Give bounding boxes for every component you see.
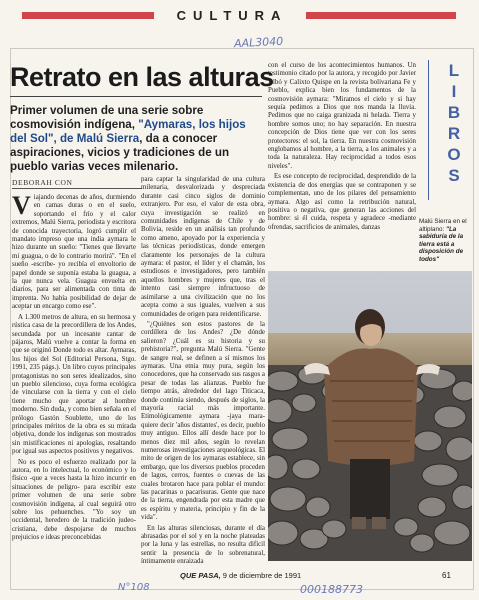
page-number: 61: [442, 571, 451, 580]
paragraph: Es ese concepto de reciprocidad, desprendido de la existencia de dos energías que se contraponen y se complementan, uno de los pilares del pensamiento aymara. Algo así como la retribución natural, positiva o negativa, que generan las acciones del hombre: si él cuida, respeta y agradece -mediante ofrendas, sacrificios de animales, danzas: [268, 173, 416, 231]
libros-letter: I: [451, 82, 457, 101]
lead-book-title: "Aymaras, los hijos del Sol": [10, 118, 246, 145]
publication-date: 9 de diciembre de 1991: [222, 571, 302, 580]
handwritten-number-left: N°108: [118, 582, 150, 593]
paragraph: "¿Quiénes son estos pastores de la cordillera de los Andes? ¿De dónde salieron? ¿Cuál es su historia y su prehistoria?", pregunta Malú Sierra. "Gente de sangre real, se definen a sí mismos los aymaras. Una etnia muy pura, según los conocedores, que ha conservado sus rasgos a pesar de todas las alianzas. Pueblo fue tiempo atrás, alrededor del lago Titicaca, donde continúa siendo, después de siglos, la mayoría racial más importante. Etimológicamente aymara -jaya mara- quiere decir 'años distantes', es decir, pueblo muy antiguo. Ellos allí desde hace por lo menos diez mil años, según lo revelan numerosas investigaciones arqueológicas. El mito de origen de los aymaras establece, sin embargo, que los diversos pueblos proceden de lagos, cerros, fuentes o cuevas de las cuales brotaron hace para poblar el mundo: las pacarinas o pacarisuras. Gente que nace de la tierra, engendrada por esta madre que es espíritu y materia, principio y fin de la vida".: [141, 320, 265, 522]
libros-letter: O: [447, 145, 461, 164]
paragraph: para captar la singularidad de una cultura milenaria, desvalorizada y despreciada durante casi cinco siglos de dominio extranjero. Por eso, el valor de esta obra, cuya investigación se realizó en comunidades indígenas de Chile y de Bolivia, reside en un análisis tan profundo como ameno, apoyado por la experiencia y las técnicas periodísticas, donde emergen claramente los personajes de la cultura aymara: el pastor, el líder y el chamán, los estudiosos e investigadores, pero también aquellos hombres y mujeres que, tras el intento casi siempre infructuoso de asimilarse a una civilización que no los acepta como a sus iguales, vuelven a sus comunidades de origen para reidentificarse.: [141, 176, 265, 318]
header-bar-left: [22, 12, 154, 19]
paragraph: A 1.300 metros de altura, en su hermosa y rústica casa de la precordillera de los Andes, secundada por un incesante cantar de pájaros, Malú vuelve a contar la forma en que se originó Donde todo es altar. Aymaras, los hijos del Sol (Editorial Persona, Stgo. 1991, 235 págs.). Un libro cuyos principales protagonistas no son seres idealizados, sino un pueblo silencioso, cuya forma ecológica de vincularse con la tierra y con el cielo tiene mucho que aportar al hombre moderno. Sin duda, y como bien señala en el prólogo Gastón Soublette, uno de los principales méritos de la obra es su mirada objetiva, donde los indígenas son mostrados sin mistificaciones ni apologías, resaltando por igual sus aspectos positivos y negativos.: [12, 313, 136, 456]
section-title: CULTURA: [176, 8, 288, 23]
dropcap: V: [12, 194, 31, 220]
paragraph: Viajando decenas de años, durmiendo en camas duras o en el suelo, soportando el frío y el calor extremos, Malú Sierra, periodista y escritora de conocida trayectoria, logró cumplir el mandato impreso que una india aymara le hizo durante un sueño: "Tienes que llevarte mi guagua, o de lo contrario morirá". "En el sueño -escribe- yo recibía el envoltorio de papel donde se suponía estaba la guagua, a la que nunca vela. Guagua envuelta en diarios, para ser alimentada con tinta de imprenta. No había posibilidad de dejar de aceptar un encargo como ese".: [12, 194, 136, 311]
paragraph: No es poco el esfuerzo realizado por la autora, en lo intelectual, lo económico y lo físico -que a veces hasta la hizo incurrir en situaciones de peligro- para escribir este primer volumen de una serie sobre cosmovisión indígena, al cual seguirá otro sobre los pehuenches. "Yo soy un occidental, heredero de la tradición judeo-cristiana, debe despojarse de muchos prejuicios e ideas preconcebidas: [12, 458, 136, 542]
handwritten-code: AAL3040: [233, 34, 284, 51]
handwritten-number-right: 000188773: [300, 583, 363, 596]
libros-letter: R: [447, 124, 461, 143]
header-bar-right: [306, 12, 456, 19]
title-divider: [10, 96, 262, 97]
lead-author: , de Malú Sierra: [53, 132, 140, 145]
lead-part1: Primer volumen de una serie sobre cosmovisión indígena,: [10, 104, 204, 131]
libros-letter: S: [448, 166, 460, 185]
byline-divider: [12, 188, 142, 189]
text-column-1: [12, 194, 136, 568]
libros-divider: [428, 60, 429, 200]
author-photo-illustration: [268, 271, 472, 561]
publication-name: QUE PASA,: [180, 571, 221, 580]
libros-letter: B: [447, 103, 461, 122]
text-column-3: [268, 62, 416, 268]
paragraph: En las alturas silenciosas, durante el día abrasadas por el sol y en la noche plateadas por la luna y las estrellas, no resulta difícil sentir la presencia de lo sobrenatural, íntimamente enraizada: [141, 524, 265, 566]
text-column-2: [141, 176, 265, 568]
caption-quote: "La sabiduría de la tierra está a disposición de todos": [419, 225, 464, 263]
libros-letter: L: [448, 61, 460, 80]
paragraph: con el curso de los acontecimientos humanos. Un testimonio citado por la autora, y recogido por Javier Albó y Calixto Quispe en la revista bolivariana Fe y Pueblo, explica bien los fundamentos de la cosmovisión aymara: "Miramos el cielo y si hay sequía pedimos a Dios que nos manda la lluvia. Pedimos que no caiga granizada ni helada. Tierra y hombre somos uno; no hay separación. En nuestra concepción de Dios tiene que ver con los seres protectores: el sol, la tierra. En nuestra cosmovisión englobamos al hombre, a la tierra, a los animales y a toda la naturaleza. Hay reciprocidad a todos esos niveles".: [268, 62, 416, 170]
photo-caption: [419, 218, 471, 264]
article-title: Retrato en las alturas: [10, 62, 274, 92]
lead-part3: , da a conocer aspiraciones, vicios y tradiciones de un pueblo varias veces milenario.: [10, 132, 230, 173]
libros-vertical-label: [437, 60, 471, 186]
page-footer: [180, 571, 301, 580]
article-lead: [10, 104, 262, 174]
author-photo: [268, 271, 472, 561]
byline: DEBORAH CON: [12, 178, 73, 187]
caption-name: Malú Sierra en el altiplano:: [419, 218, 467, 233]
